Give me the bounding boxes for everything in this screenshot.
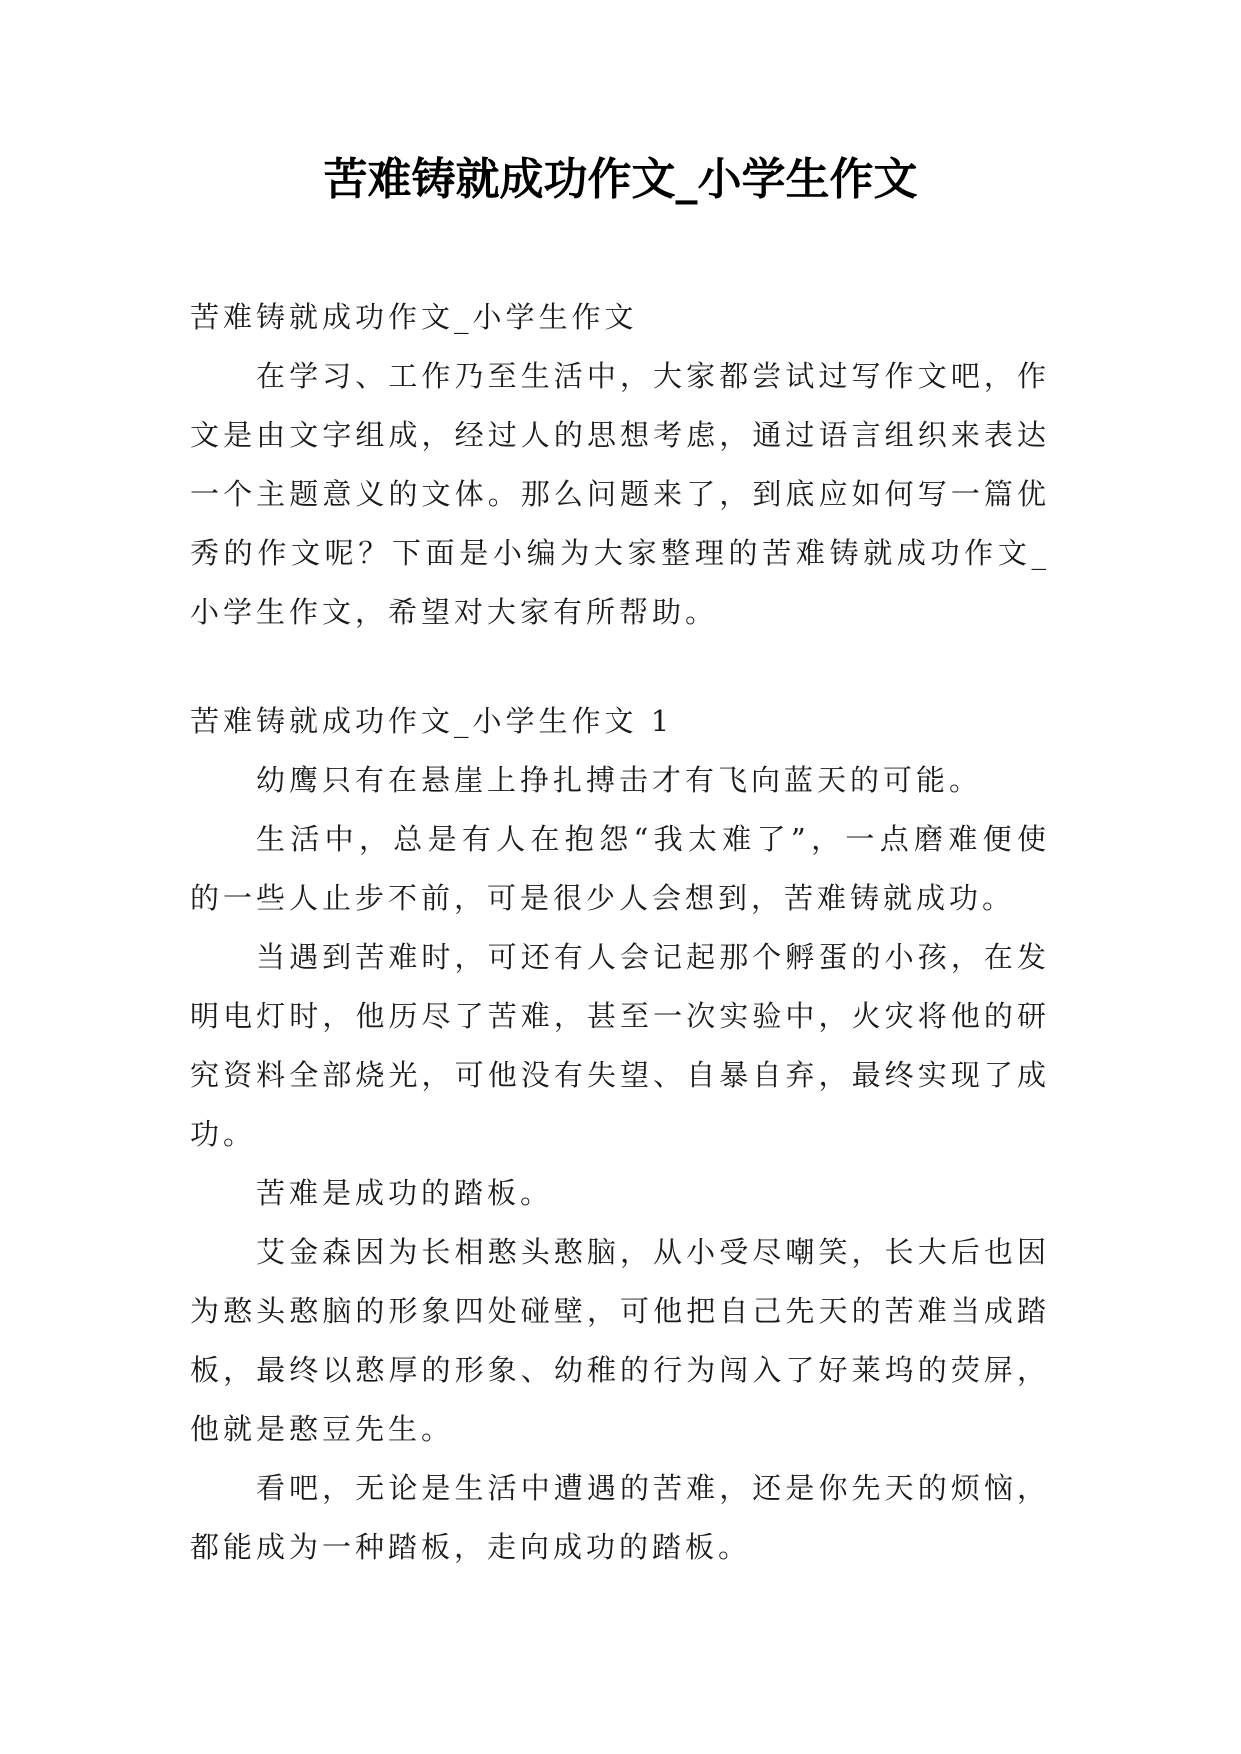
document-body xyxy=(190,288,1050,1577)
body-paragraph: 幼鹰只有在悬崖上挣扎搏击才有飞向蓝天的可能。 xyxy=(256,763,983,797)
subtitle-heading: 苦难铸就成功作文_小学生作文 xyxy=(190,300,638,334)
section-heading: 苦难铸就成功作文_小学生作文 1 xyxy=(190,704,674,738)
document-title: 苦难铸就成功作文_小学生作文 xyxy=(323,154,918,205)
body-paragraph: 艾金森因为长相憨头憨脑，从小受尽嘲笑，长大后也因为憨头憨脑的形象四处碰壁，可他把自己先天的苦难当成踏板，最终以憨厚的形象、幼稚的行为闯入了好莱坞的荧屏，他就是憨豆先生。 xyxy=(190,1235,1050,1446)
body-paragraph: 看吧，无论是生活中遭遇的苦难，还是你先天的烦恼，都能成为一种踏板，走向成功的踏板。 xyxy=(190,1471,1050,1564)
section-spacer xyxy=(190,642,1050,692)
body-paragraph: 苦难是成功的踏板。 xyxy=(256,1176,554,1210)
body-paragraph: 当遇到苦难时，可还有人会记起那个孵蛋的小孩，在发明电灯时，他历尽了苦难，甚至一次实验中，火灾将他的研究资料全部烧光，可他没有失望、自暴自弃，最终实现了成功。 xyxy=(190,940,1050,1151)
intro-paragraph: 在学习、工作乃至生活中，大家都尝试过写作文吧，作文是由文字组成，经过人的思想考虑，通过语言组织来表达一个主题意义的文体。那么问题来了，到底应如何写一篇优秀的作文呢？下面是小编为大家整理的苦难铸就成功作文_小学生作文，希望对大家有所帮助。 xyxy=(190,359,1050,629)
body-paragraph: 生活中，总是有人在抱怨“我太难了”，一点磨难便使的一些人止步不前，可是很少人会想到，苦难铸就成功。 xyxy=(190,822,1050,915)
